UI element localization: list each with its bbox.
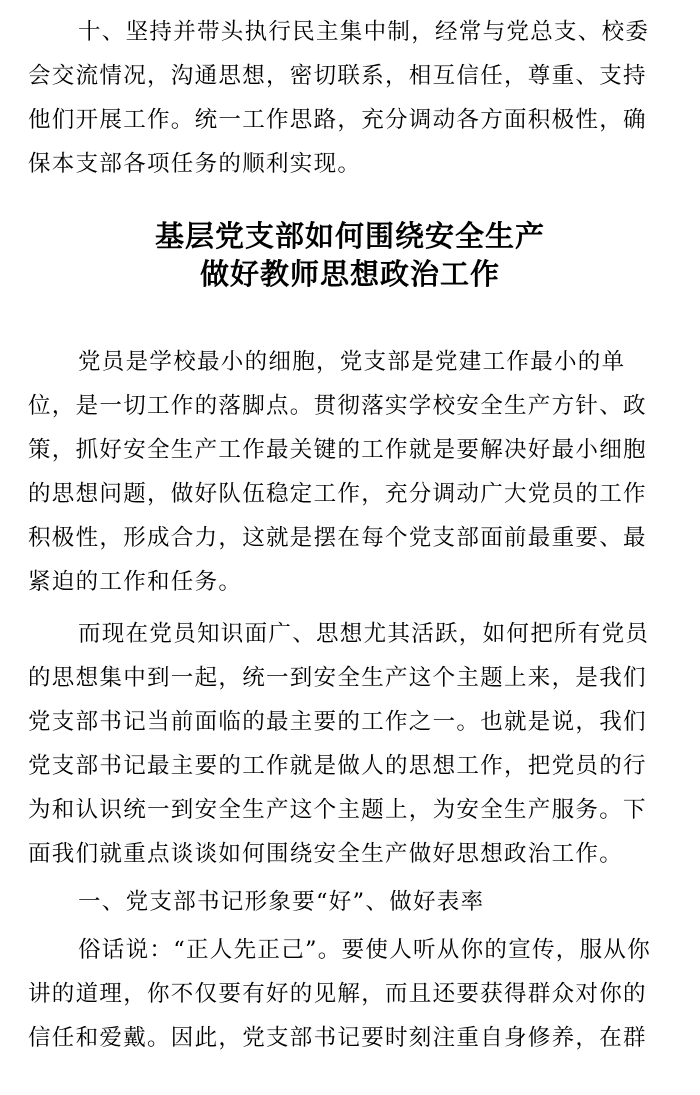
text-line: 他们开展工作。统一工作思路，充分调动各方面积极性，确 [28, 107, 647, 133]
text-line: 积极性，形成合力，这就是摆在每个党支部面前最重要、最 [28, 525, 647, 551]
text-line: 的思想问题，做好队伍稳定工作，充分调动广大党员的工作 [28, 481, 647, 507]
title-line: 做好教师思想政治工作 [199, 257, 500, 291]
text-line: 的思想集中到一起，统一到安全生产这个主题上来，是我们 [28, 665, 647, 691]
text-line: 保本支部各项任务的顺利实现。 [28, 151, 362, 177]
text-line: 信任和爱戴。因此，党支部书记要时刻注重自身修养，在群 [28, 1025, 647, 1051]
text-line: 为和认识统一到安全生产这个主题上，为安全生产服务。下 [28, 797, 647, 823]
text-line: 俗话说：“正人先正己”。要使人听从你的宣传，服从你 [78, 937, 652, 963]
text-line: 策，抓好安全生产工作最关键的工作就是要解决好最小细胞 [28, 437, 647, 463]
text-line: 面我们就重点谈谈如何围绕安全生产做好思想政治工作。 [28, 841, 624, 867]
section-heading: 一、党支部书记形象要“好”、做好表率 [78, 889, 485, 915]
text-line: 党员是学校最小的细胞，党支部是党建工作最小的单 [78, 349, 626, 375]
text-line: 位，是一切工作的落脚点。贯彻落实学校安全生产方针、政 [28, 393, 647, 419]
text-line: 而现在党员知识面广、思想尤其活跃，如何把所有党员 [78, 621, 650, 647]
text-line: 十、坚持并带头执行民主集中制，经常与党总支、校委 [78, 19, 650, 45]
text-line: 党支部书记最主要的工作就是做人的思想工作，把党员的行 [28, 753, 647, 779]
text-line: 党支部书记当前面临的最主要的工作之一。也就是说，我们 [28, 709, 647, 735]
text-line: 讲的道理，你不仅要有好的见解，而且还要获得群众对你的 [28, 981, 647, 1007]
title-line: 基层党支部如何围绕安全生产 [154, 219, 545, 253]
text-line: 紧迫的工作和任务。 [28, 569, 243, 595]
text-line: 会交流情况，沟通思想，密切联系，相互信任，尊重、支持 [28, 63, 647, 89]
